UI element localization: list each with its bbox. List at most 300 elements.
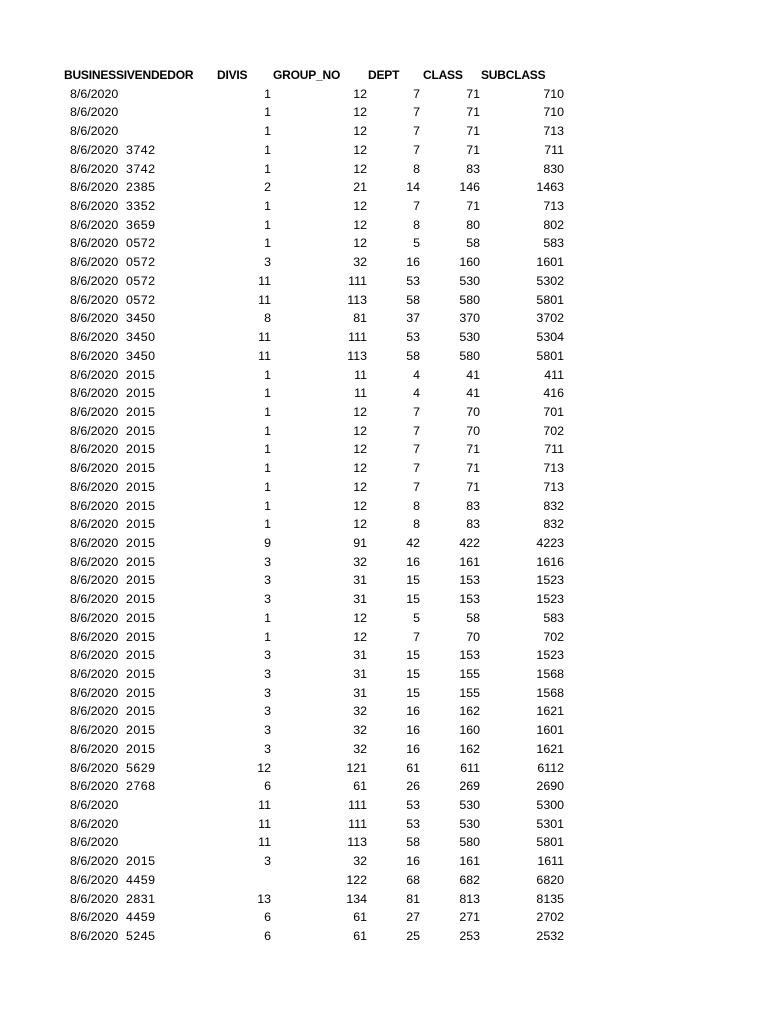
cell-dept: 8 [413,161,420,176]
cell-vendor: 3352 [126,199,156,214]
cell-subclass: 6820 [536,872,564,887]
table-row [0,347,768,366]
cell-divis: 1 [264,423,271,438]
table-row [0,759,768,778]
cell-vendor: 2015 [126,442,156,457]
cell-vendor: 3450 [126,330,156,345]
cell-dept: 8 [413,217,420,232]
cell-divis: 11 [258,798,271,813]
cell-date: 8/6/2020 [70,891,119,906]
cell-divis: 3 [264,685,271,700]
cell-divis: 6 [264,779,271,794]
cell-divis: 1 [264,498,271,513]
cell-date: 8/6/2020 [70,929,119,944]
cell-date: 8/6/2020 [70,255,119,270]
cell-group-no: 12 [353,217,367,232]
table-row [0,571,768,590]
cell-vendor: 4459 [126,872,156,887]
cell-date: 8/6/2020 [70,723,119,738]
cell-group-no: 12 [353,199,367,214]
cell-class: 269 [459,779,480,794]
cell-class: 41 [466,386,480,401]
cell-dept: 5 [413,236,420,251]
cell-class: 41 [466,367,480,382]
cell-date: 8/6/2020 [70,479,119,494]
cell-dept: 15 [406,667,420,681]
cell-dept: 7 [413,629,420,644]
cell-class: 70 [466,629,480,644]
cell-group-no: 12 [353,423,367,438]
table-row [0,646,768,665]
cell-subclass: 5302 [536,273,564,288]
cell-vendor: 2015 [126,648,156,663]
cell-date: 8/6/2020 [70,517,119,532]
cell-date: 8/6/2020 [70,386,119,401]
cell-vendor: 2015 [126,386,156,401]
table-row [0,684,768,703]
cell-vendor: 2015 [126,667,156,681]
table-row [0,852,768,871]
cell-date: 8/6/2020 [70,535,119,550]
cell-divis: 3 [264,573,271,588]
cell-subclass: 1568 [536,685,564,700]
table-row [0,590,768,609]
cell-dept: 16 [406,704,420,719]
cell-date: 8/6/2020 [70,741,119,756]
table-row [0,309,768,328]
cell-class: 611 [460,760,480,775]
cell-subclass: 1611 [537,854,564,869]
cell-group-no: 61 [353,910,367,925]
cell-group-no: 111 [348,273,367,288]
cell-divis: 3 [264,554,271,569]
cell-subclass: 701 [543,404,564,419]
table-row [0,459,768,478]
cell-class: 80 [466,217,480,232]
cell-subclass: 5801 [536,292,564,307]
cell-group-no: 12 [353,105,367,120]
table-row [0,515,768,534]
cell-group-no: 12 [353,142,367,157]
cell-subclass: 710 [543,86,564,101]
cell-date: 8/6/2020 [70,498,119,513]
cell-class: 155 [459,685,480,700]
table-row [0,384,768,403]
cell-group-no: 12 [353,86,367,101]
table-row [0,534,768,553]
cell-group-no: 111 [348,330,367,345]
cell-vendor: 3450 [126,348,156,363]
cell-divis: 3 [264,592,271,607]
cell-dept: 4 [413,367,420,382]
cell-date: 8/6/2020 [70,779,119,794]
cell-dept: 8 [413,517,420,532]
table-row [0,628,768,647]
cell-dept: 61 [406,760,420,775]
cell-date: 8/6/2020 [70,685,119,700]
cell-class: 153 [459,648,480,663]
cell-subclass: 702 [543,423,564,438]
cell-class: 530 [459,273,480,288]
table-body [0,85,768,946]
cell-divis: 13 [257,891,271,906]
cell-group-no: 111 [348,798,367,813]
cell-divis: 11 [258,292,271,307]
cell-divis: 1 [264,404,271,419]
cell-vendor: 3450 [126,311,156,326]
cell-dept: 58 [406,292,420,307]
cell-divis: 11 [258,273,271,288]
cell-dept: 16 [406,854,420,869]
cell-dept: 53 [406,273,420,288]
cell-date: 8/6/2020 [70,854,119,869]
table-row [0,272,768,291]
cell-class: 813 [459,891,480,906]
cell-vendor: 0572 [126,292,156,307]
cell-vendor: 3742 [126,161,156,176]
cell-date: 8/6/2020 [70,423,119,438]
cell-class: 530 [459,816,480,831]
cell-group-no: 134 [346,891,367,906]
cell-date: 8/6/2020 [70,648,119,663]
cell-class: 162 [459,704,480,719]
cell-subclass: 5304 [536,330,564,345]
cell-class: 83 [466,498,480,513]
table-row [0,890,768,909]
cell-divis: 3 [264,648,271,663]
cell-dept: 7 [413,404,420,419]
cell-divis: 1 [264,610,271,625]
cell-class: 71 [466,124,480,139]
cell-subclass: 713 [543,479,564,494]
cell-dept: 26 [406,779,420,794]
cell-date: 8/6/2020 [70,461,119,476]
cell-group-no: 31 [353,648,367,663]
cell-vendor: 5629 [126,760,156,775]
cell-vendor: 5245 [126,929,156,944]
cell-date: 8/6/2020 [70,629,119,644]
cell-dept: 7 [413,199,420,214]
cell-subclass: 3702 [536,311,564,326]
cell-dept: 15 [406,592,420,607]
cell-class: 71 [466,442,480,457]
table-row [0,740,768,759]
cell-divis: 1 [264,217,271,232]
cell-group-no: 31 [353,573,367,588]
cell-class: 71 [466,142,480,157]
cell-vendor: 2015 [126,741,156,756]
cell-vendor: 2015 [126,704,156,719]
cell-date: 8/6/2020 [70,124,119,139]
cell-group-no: 12 [353,442,367,457]
cell-class: 155 [459,667,480,681]
cell-group-no: 111 [348,816,367,831]
cell-vendor: 2015 [126,854,156,869]
cell-divis: 1 [264,105,271,120]
cell-divis: 3 [264,255,271,270]
cell-divis: 9 [264,535,271,550]
cell-group-no: 81 [353,311,367,326]
cell-divis: 8 [264,311,271,326]
cell-subclass: 2532 [536,929,564,944]
cell-vendor: 3742 [126,142,156,157]
table-row [0,291,768,310]
cell-vendor: 2015 [126,517,156,532]
cell-subclass: 5801 [536,835,564,850]
cell-group-no: 113 [347,835,367,850]
cell-subclass: 713 [543,461,564,476]
cell-class: 70 [466,404,480,419]
header-row [0,66,768,85]
cell-subclass: 6112 [537,760,564,775]
cell-class: 83 [466,517,480,532]
cell-date: 8/6/2020 [70,835,119,850]
cell-subclass: 583 [543,236,564,251]
table-row [0,160,768,179]
cell-divis: 12 [257,760,271,775]
cell-dept: 7 [413,461,420,476]
cell-class: 530 [459,330,480,345]
cell-group-no: 32 [353,741,367,756]
cell-class: 253 [459,929,480,944]
cell-dept: 7 [413,105,420,120]
table-row [0,440,768,459]
cell-subclass: 411 [544,367,564,382]
cell-vendor: 0572 [126,236,156,251]
cell-vendor: 2385 [126,180,156,195]
cell-dept: 14 [406,180,420,195]
cell-vendor: 2015 [126,367,156,382]
cell-dept: 15 [406,573,420,588]
cell-group-no: 12 [353,161,367,176]
cell-vendor: 2015 [126,685,156,700]
cell-vendor: 2015 [126,573,156,588]
cell-vendor: 2015 [126,554,156,569]
cell-date: 8/6/2020 [70,236,119,251]
cell-class: 682 [459,872,480,887]
cell-dept: 58 [406,348,420,363]
cell-class: 161 [459,854,480,869]
cell-class: 153 [459,592,480,607]
table-row [0,103,768,122]
cell-subclass: 713 [543,124,564,139]
table-row [0,216,768,235]
cell-divis: 3 [264,667,271,681]
cell-divis: 1 [264,161,271,176]
cell-subclass: 1523 [536,648,564,663]
cell-divis: 1 [264,367,271,382]
cell-divis: 11 [258,816,271,831]
cell-class: 160 [459,723,480,738]
cell-date: 8/6/2020 [70,573,119,588]
cell-subclass: 4223 [536,535,564,550]
cell-class: 58 [466,236,480,251]
table-row [0,122,768,141]
cell-class: 70 [466,423,480,438]
cell-vendor: 0572 [126,273,156,288]
cell-dept: 7 [413,423,420,438]
cell-divis: 6 [264,910,271,925]
header-dept: DEPT [368,68,400,82]
cell-vendor: 2015 [126,610,156,625]
cell-subclass: 1601 [536,723,564,738]
table-row [0,403,768,422]
cell-date: 8/6/2020 [70,330,119,345]
table-row [0,609,768,628]
cell-date: 8/6/2020 [70,180,119,195]
cell-subclass: 1616 [536,554,564,569]
cell-date: 8/6/2020 [70,292,119,307]
cell-divis: 3 [264,723,271,738]
cell-class: 71 [466,199,480,214]
cell-group-no: 32 [353,255,367,270]
cell-date: 8/6/2020 [70,442,119,457]
cell-vendor: 2015 [126,592,156,607]
cell-class: 146 [459,180,480,195]
cell-class: 580 [459,348,480,363]
cell-date: 8/6/2020 [70,610,119,625]
cell-subclass: 713 [543,199,564,214]
cell-class: 580 [459,835,480,850]
cell-date: 8/6/2020 [70,105,119,120]
cell-vendor: 2015 [126,423,156,438]
cell-date: 8/6/2020 [70,404,119,419]
cell-date: 8/6/2020 [70,592,119,607]
header-business-vendor: BUSINESSIVENDEDOR [64,68,194,82]
cell-subclass: 2702 [536,910,564,925]
cell-date: 8/6/2020 [70,704,119,719]
table-row [0,833,768,852]
cell-group-no: 32 [353,723,367,738]
cell-vendor: 3659 [126,217,156,232]
cell-group-no: 12 [353,124,367,139]
cell-dept: 5 [413,610,420,625]
cell-divis: 3 [264,741,271,756]
cell-dept: 15 [406,685,420,700]
cell-dept: 7 [413,124,420,139]
header-class: CLASS [423,68,463,82]
table-row [0,927,768,946]
cell-subclass: 1568 [536,667,564,681]
header-divis: DIVIS [217,68,248,82]
cell-dept: 53 [406,798,420,813]
cell-divis: 1 [264,461,271,476]
cell-group-no: 12 [353,236,367,251]
cell-divis: 1 [264,86,271,101]
cell-group-no: 122 [346,872,367,887]
cell-subclass: 416 [543,386,564,401]
cell-subclass: 710 [543,105,564,120]
cell-subclass: 5801 [536,348,564,363]
cell-date: 8/6/2020 [70,311,119,326]
cell-divis: 1 [264,386,271,401]
cell-vendor: 2831 [126,891,156,906]
cell-dept: 16 [406,741,420,756]
cell-dept: 42 [406,535,420,550]
cell-dept: 16 [406,255,420,270]
cell-vendor: 2015 [126,479,156,494]
cell-date: 8/6/2020 [70,798,119,813]
cell-divis: 1 [264,199,271,214]
cell-date: 8/6/2020 [70,367,119,382]
cell-date: 8/6/2020 [70,142,119,157]
cell-class: 530 [459,798,480,813]
cell-date: 8/6/2020 [70,872,119,887]
table-row [0,366,768,385]
cell-date: 8/6/2020 [70,348,119,363]
table-row [0,871,768,890]
cell-group-no: 12 [353,517,367,532]
table-row [0,497,768,516]
cell-subclass: 2690 [536,779,564,794]
cell-dept: 16 [406,554,420,569]
cell-divis: 11 [258,330,271,345]
cell-class: 162 [459,741,480,756]
cell-class: 153 [459,573,480,588]
cell-subclass: 1621 [536,704,564,719]
table-row [0,253,768,272]
cell-divis: 11 [258,348,271,363]
cell-subclass: 830 [543,161,564,176]
cell-dept: 8 [413,498,420,513]
cell-group-no: 113 [347,348,367,363]
cell-group-no: 61 [353,929,367,944]
cell-subclass: 1463 [536,180,564,195]
cell-group-no: 12 [353,629,367,644]
cell-dept: 25 [406,929,420,944]
cell-dept: 7 [413,86,420,101]
table-row [0,721,768,740]
cell-vendor: 2015 [126,498,156,513]
cell-vendor: 2015 [126,535,156,550]
cell-divis: 1 [264,629,271,644]
table-row [0,796,768,815]
cell-date: 8/6/2020 [70,217,119,232]
table-row [0,234,768,253]
cell-divis: 1 [264,236,271,251]
cell-dept: 81 [406,891,420,906]
cell-class: 58 [466,610,480,625]
cell-group-no: 61 [353,779,367,794]
cell-divis: 1 [264,479,271,494]
cell-dept: 58 [406,835,420,850]
header-group-no: GROUP_NO [273,68,341,82]
cell-vendor: 2768 [126,779,156,794]
cell-group-no: 12 [353,498,367,513]
cell-subclass: 1621 [536,741,564,756]
cell-dept: 53 [406,330,420,345]
table-row [0,553,768,572]
cell-vendor: 2015 [126,461,156,476]
cell-divis: 1 [264,142,271,157]
cell-dept: 37 [406,311,420,326]
cell-divis: 1 [264,517,271,532]
cell-class: 160 [459,255,480,270]
cell-subclass: 832 [543,498,564,513]
cell-subclass: 5301 [536,816,564,831]
cell-vendor: 4459 [126,910,156,925]
cell-dept: 16 [406,723,420,738]
cell-subclass: 802 [543,217,564,232]
cell-subclass: 1523 [536,592,564,607]
cell-date: 8/6/2020 [70,161,119,176]
cell-class: 71 [466,105,480,120]
cell-subclass: 711 [544,142,564,157]
cell-subclass: 1601 [536,255,564,270]
cell-subclass: 711 [544,442,564,457]
table-row [0,702,768,721]
table-row [0,328,768,347]
